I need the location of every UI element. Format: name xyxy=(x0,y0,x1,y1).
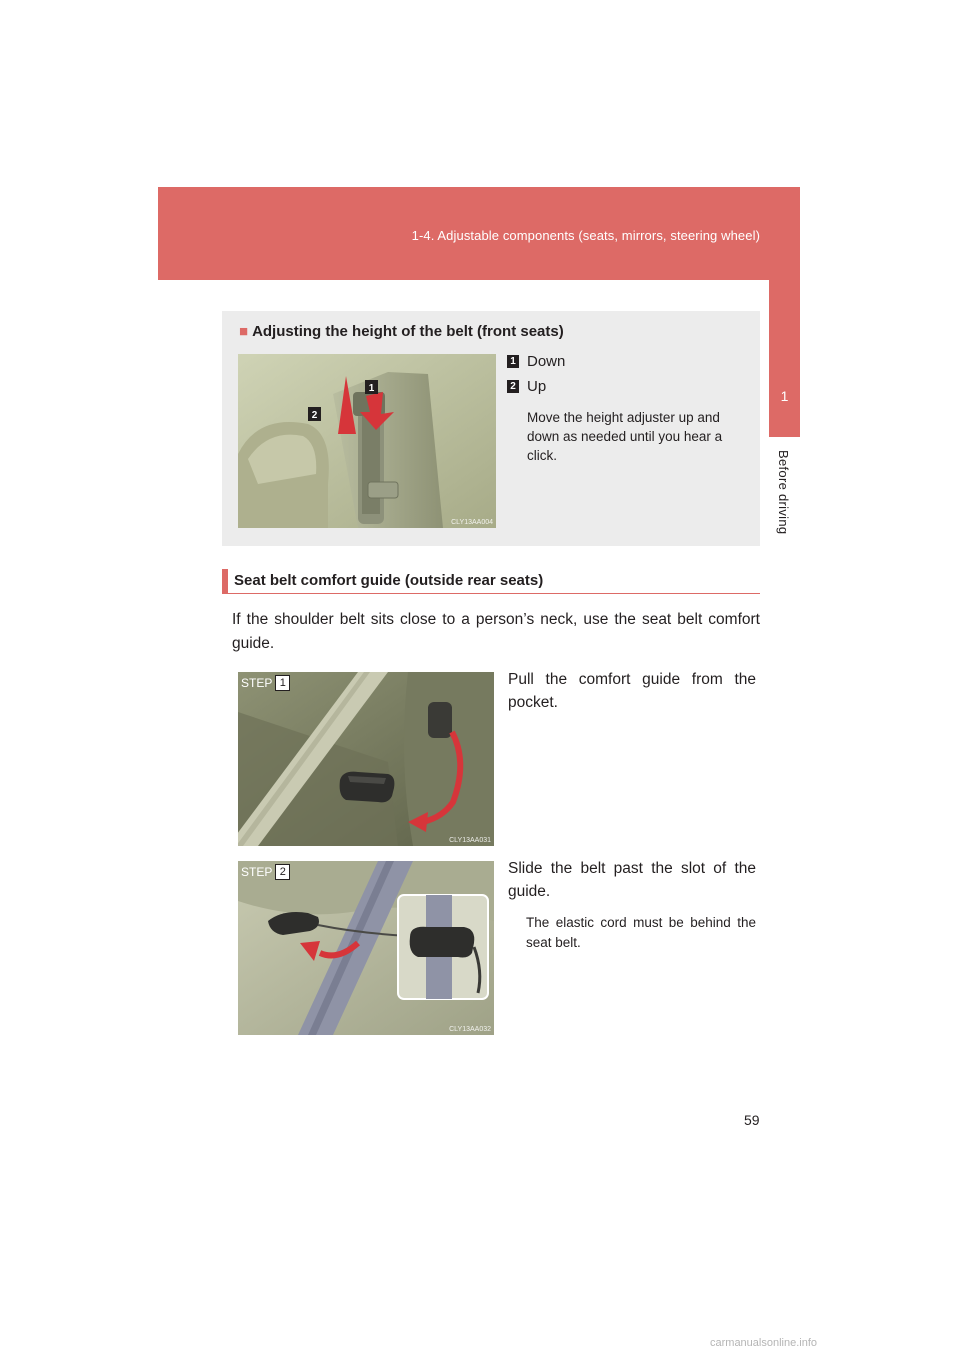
step-1-illustration xyxy=(238,672,494,846)
legend-item-down xyxy=(510,353,566,370)
section-header-bar xyxy=(222,569,228,593)
svg-text:2: 2 xyxy=(311,410,318,421)
step-label: STEP xyxy=(241,865,273,879)
comfort-guide-pocket-image xyxy=(238,672,494,846)
legend-label: Down xyxy=(527,353,566,370)
box-title-text: Adjusting the height of the belt (front seats) xyxy=(252,323,564,340)
step-1-text: Pull the comfort guide from the pocket. xyxy=(508,671,756,711)
image-code: CLY13AA032 xyxy=(449,1026,491,1033)
box-title xyxy=(239,323,564,340)
legend-number: 2 xyxy=(507,380,519,393)
belt-height-illustration xyxy=(238,354,496,528)
step-number: 2 xyxy=(275,864,290,880)
chapter-number: 1 xyxy=(780,388,789,404)
section-title: Seat belt comfort guide (outside rear seats) xyxy=(234,572,544,589)
section-header xyxy=(222,569,760,594)
step-number: 1 xyxy=(275,675,290,691)
legend-item-up xyxy=(510,378,547,395)
legend-label: Up xyxy=(527,378,547,395)
seat-belt-pillar-image xyxy=(238,354,496,528)
belt-height-box xyxy=(222,311,760,546)
step-2-note: The elastic cord must be behind the seat belt. xyxy=(526,915,756,950)
image-code: CLY13AA004 xyxy=(451,519,493,526)
step-1-badge xyxy=(241,675,290,691)
step-2-illustration xyxy=(238,861,494,1035)
watermark-text: carmanualsonline.info xyxy=(710,1337,818,1349)
header-band xyxy=(158,187,800,280)
step-label: STEP xyxy=(241,676,273,690)
legend-number: 1 xyxy=(507,355,519,368)
chapter-label: Before driving xyxy=(776,450,791,535)
step-2-badge xyxy=(241,864,290,880)
section-breadcrumb: 1-4. Adjustable components (seats, mirrors, steering wheel) xyxy=(411,228,760,243)
box-note: Move the height adjuster up and down as needed until you hear a click. xyxy=(527,410,723,463)
image-code: CLY13AA031 xyxy=(449,837,491,844)
square-marker-icon: ■ xyxy=(239,323,249,340)
page-number: 59 xyxy=(744,1112,760,1128)
comfort-guide-slot-image xyxy=(238,861,494,1035)
chapter-tab xyxy=(769,280,800,437)
step-2-text: Slide the belt past the slot of the guide. xyxy=(508,860,756,900)
section-intro: If the shoulder belt sits close to a person’s neck, use the seat belt comfort guide. xyxy=(232,611,760,652)
svg-text:1: 1 xyxy=(368,383,375,394)
